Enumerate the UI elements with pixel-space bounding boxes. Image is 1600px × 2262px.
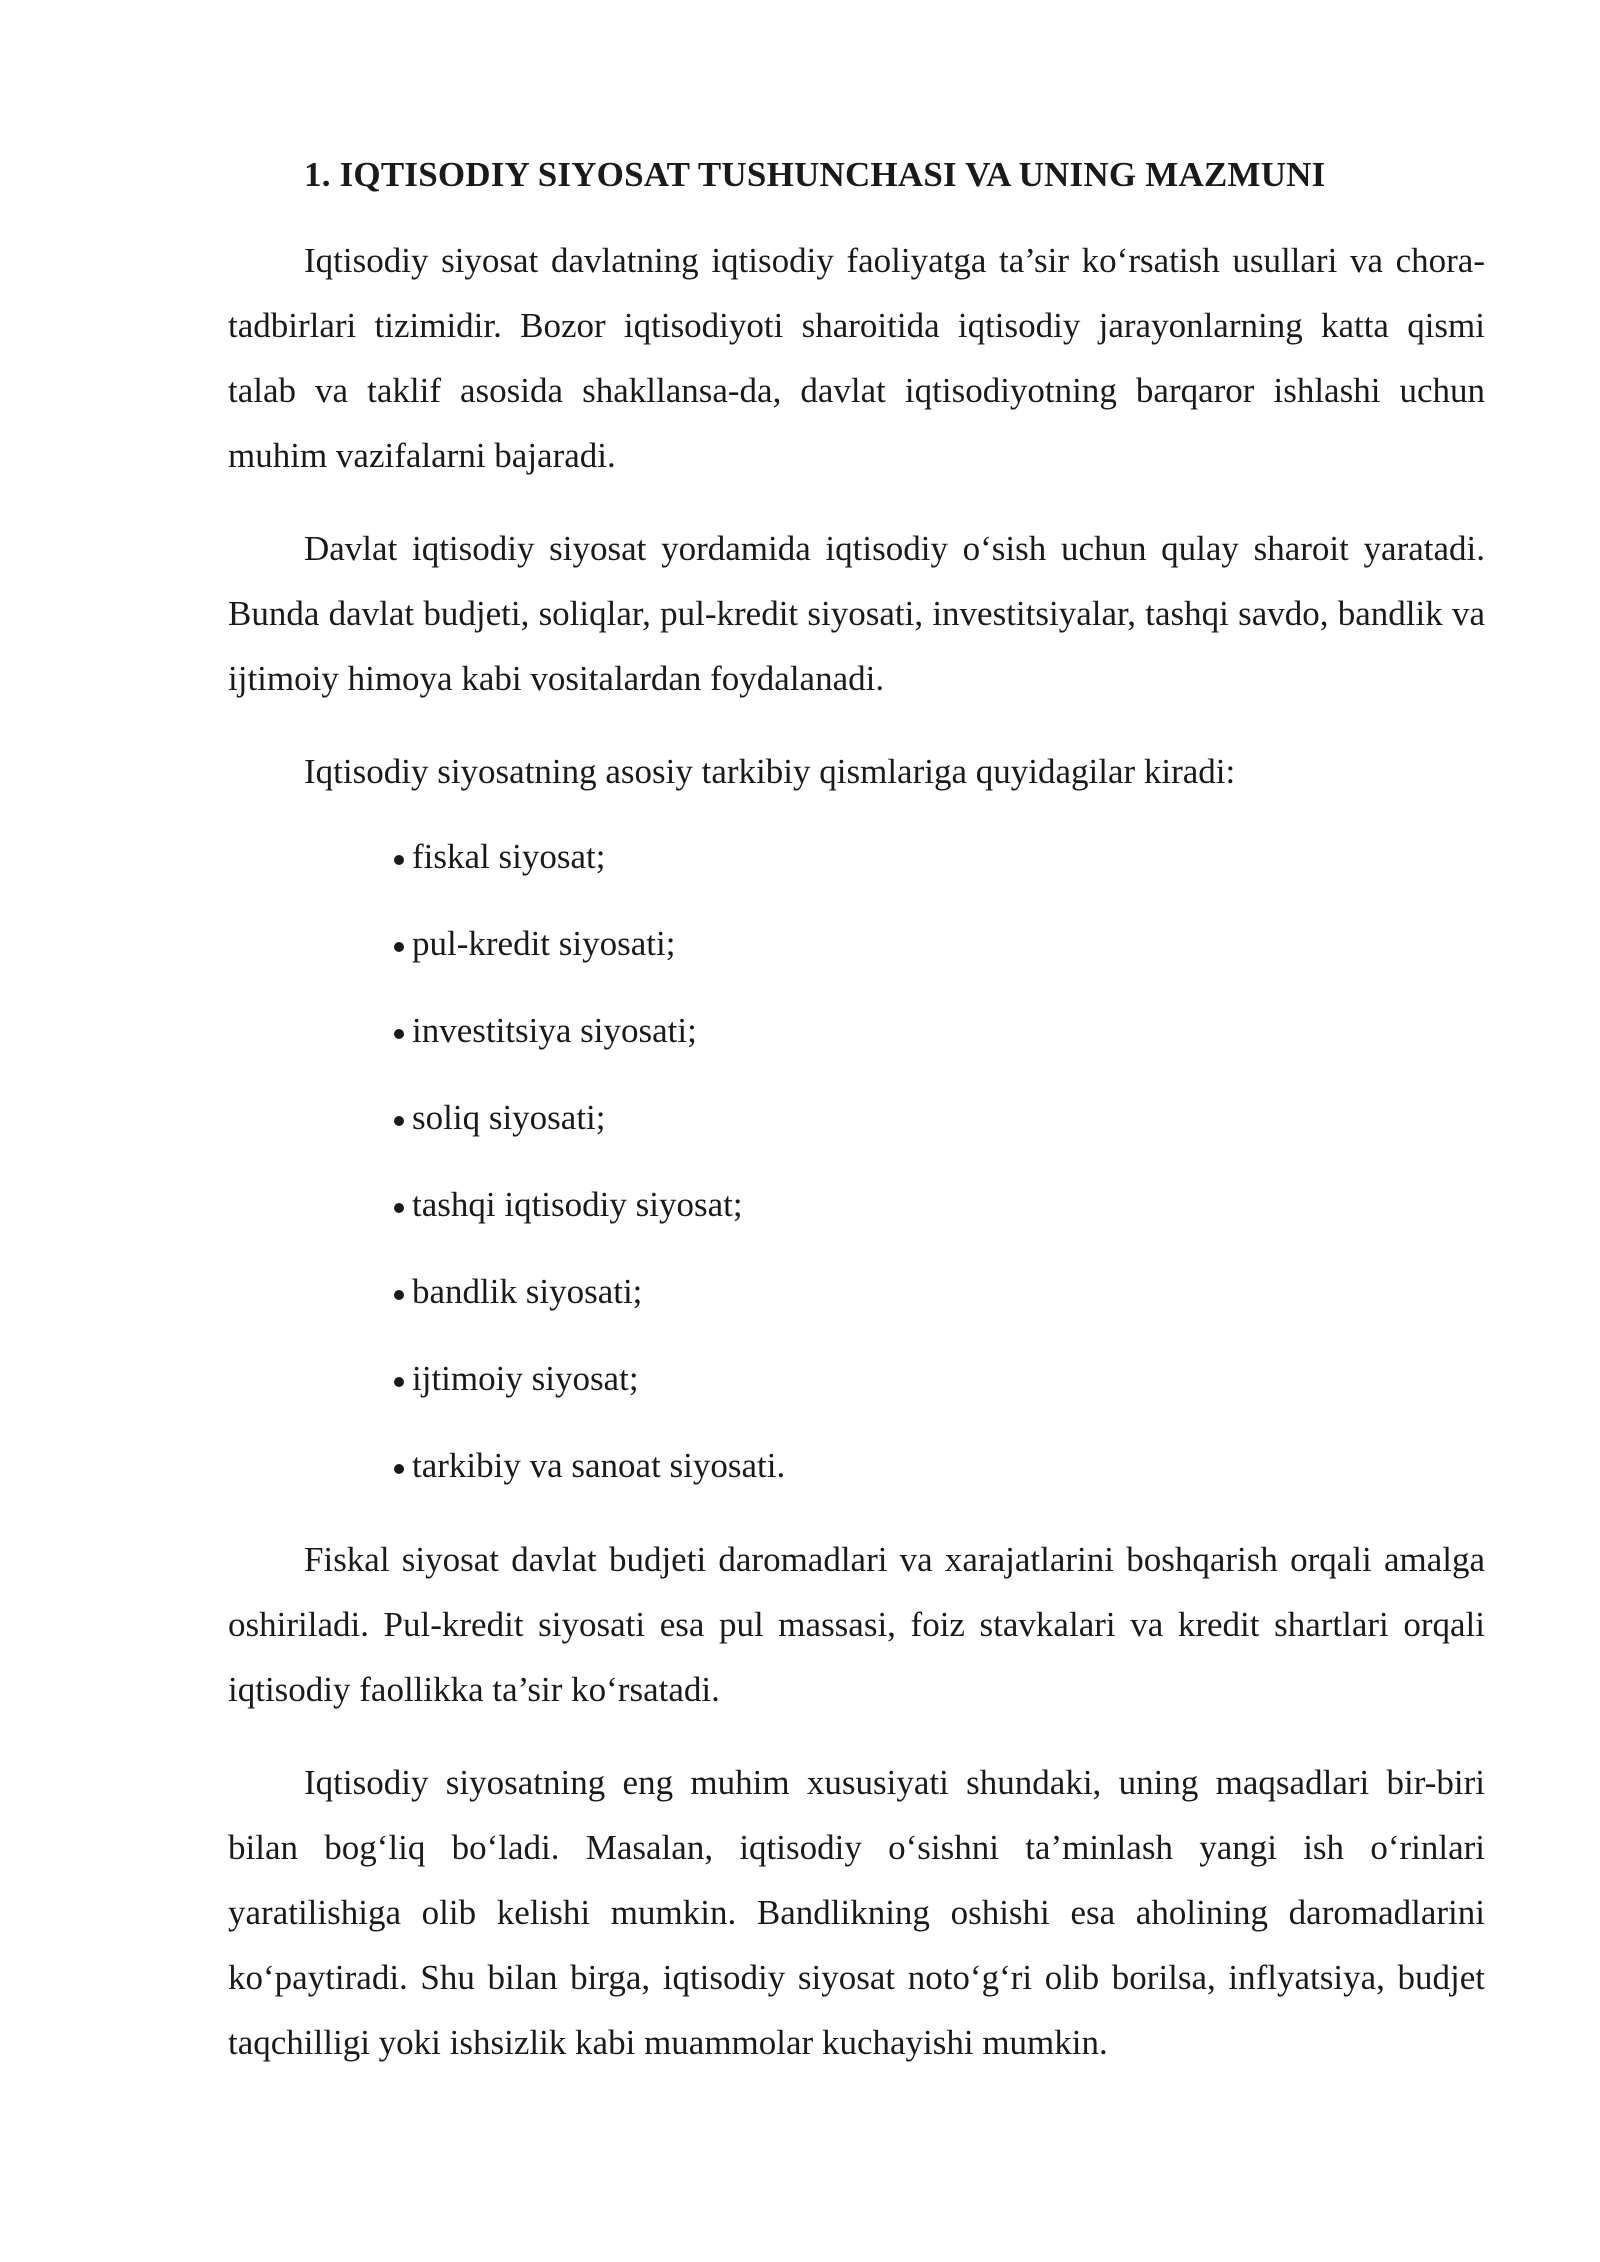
list-item-text: investitsiya siyosati;: [412, 1011, 697, 1050]
list-item: [394, 1180, 1485, 1230]
bullet-icon: [394, 1116, 404, 1126]
list-item-text: soliq siyosati;: [412, 1098, 606, 1137]
list-item-text: tashqi iqtisodiy siyosat;: [412, 1185, 743, 1224]
paragraph-instruments: Davlat iqtisodiy siyosat yordamida iqtisodiy o‘sish uchun qulay sharoit yaratadi. Bunda davlat budjeti, soliqlar, pul-kredit siyosati, investitsiyalar, tashqi savdo, bandlik va ijtimoiy himoya kabi vositalardan foydalanadi.: [228, 529, 1485, 698]
document-page: [228, 150, 1485, 2075]
bullet-icon: [394, 1203, 404, 1213]
list-item: [394, 1441, 1485, 1491]
paragraph-interconnection: Iqtisodiy siyosatning eng muhim xususiyati shundaki, uning maqsadlari bir-biri bilan bog‘liq bo‘ladi. Masalan, iqtisodiy o‘sishni ta’minlash yangi ish o‘rinlari yaratilishiga olib kelishi mumkin. Bandlikning oshishi esa aholining daromadlarini ko‘paytiradi. Shu bilan birga, iqtisodiy siyosat noto‘g‘ri olib borilsa, inflyatsiya, budjet taqchilligi yoki ishsizlik kabi muammolar kuchayishi mumkin.: [228, 1763, 1485, 2062]
paragraph-definition: Iqtisodiy siyosat davlatning iqtisodiy faoliyatga ta’sir ko‘rsatish usullari va chora-tadbirlari tizimidir. Bozor iqtisodiyoti sharoitida iqtisodiy jarayonlarning katta qismi talab va taklif asosida shakllansa-da, davlat iqtisodiyotning barqaror ishlashi uchun muhim vazifalarni bajaradi.: [228, 241, 1485, 475]
bullet-icon: [394, 942, 404, 952]
list-item: [394, 919, 1485, 969]
bullet-icon: [394, 1290, 404, 1300]
list-item-text: pul-kredit siyosati;: [412, 924, 676, 963]
list-item-text: bandlik siyosati;: [412, 1272, 643, 1311]
bullet-icon: [394, 855, 404, 865]
list-item: [394, 832, 1485, 882]
list-item: [394, 1354, 1485, 1404]
bullet-icon: [394, 1377, 404, 1387]
paragraph-list-intro: Iqtisodiy siyosatning asosiy tarkibiy qismlariga quyidagilar kiradi:: [304, 752, 1236, 791]
list-item-text: ijtimoiy siyosat;: [412, 1359, 639, 1398]
bullet-icon: [394, 1029, 404, 1039]
section-heading: 1. IQTISODIY SIYOSAT TUSHUNCHASI VA UNING MAZMUNI: [304, 155, 1326, 194]
list-item: [394, 1093, 1485, 1143]
list-item-text: tarkibiy va sanoat siyosati.: [412, 1446, 786, 1485]
paragraph-fiscal-monetary: Fiskal siyosat davlat budjeti daromadlari va xarajatlarini boshqarish orqali amalga oshiriladi. Pul-kredit siyosati esa pul massasi, foiz stavkalari va kredit shartlari orqali iqtisodiy faollikka ta’sir ko‘rsatadi.: [228, 1540, 1485, 1709]
components-list: [228, 832, 1485, 1491]
list-item: [394, 1267, 1485, 1317]
bullet-icon: [394, 1464, 404, 1474]
list-item-text: fiskal siyosat;: [412, 837, 606, 876]
list-item: [394, 1006, 1485, 1056]
